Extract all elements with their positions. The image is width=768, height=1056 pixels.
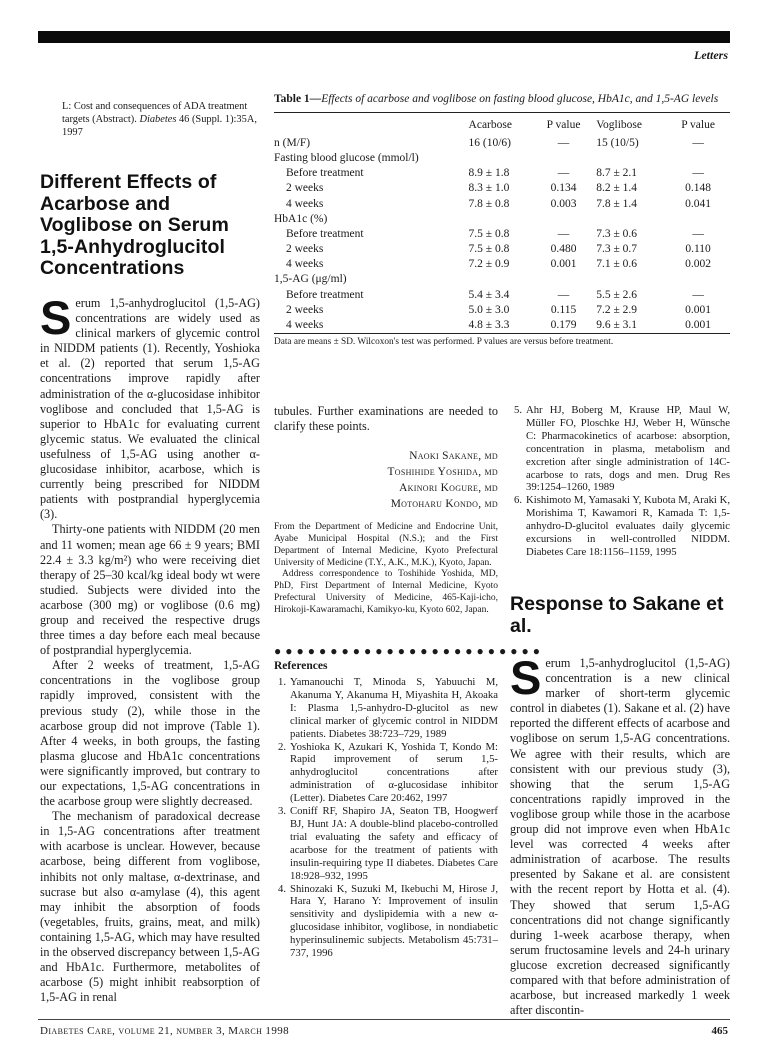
correspondence: Address correspondence to Toshihide Yoshida, MD, PhD, First Department of Internal Medicine, Kyoto Prefectural University of Medicine, 465-Kaji-icho, Hirokoji-Kawaramachi, Kamikyo-ku, Kyoto 602, Japan. bbox=[274, 569, 498, 615]
table-caption: Table 1—Effects of acarbose and voglibose on fasting blood glucose, HbA1c, and 1,5-AG levels bbox=[274, 93, 719, 105]
article-paragraph: The mechanism of paradoxical decrease in 1,5-AG concentrations after treatment with acarbose is unclear. However, because acarbose, being different from voglibose, inhibits not only maltase, α-dextrinase, and sucrase but also α-amylase (4), this agent may inhibit the absorption of foods (vegetables, fruits, grains, meat, and milk) containing 1,5-AG, which may have resulted in the observed discrepancy between 1,5-AG and HbA1c. Furthermore, metabolites of acarbose (5) might inhibit reabsorption of 1,5-AG in renal bbox=[40, 809, 260, 1005]
table-cell: 8.3 ± 1.0 bbox=[468, 182, 510, 195]
table-cell: 5.4 ± 3.4 bbox=[468, 288, 510, 301]
table-cell bbox=[534, 272, 593, 287]
author-list bbox=[274, 448, 498, 512]
reference-text: Yamanouchi T, Minoda S, Yabuuchi M, Akanuma Y, Akanuma H, Miyashita H, Akoaka I: Plasma 1,5-anhydro-D-glucitol as new clinical marker of glycemic control in NIDDM patients. Diabetes 38:723–729, 1989 bbox=[290, 676, 498, 740]
footer-rule bbox=[38, 1019, 730, 1020]
response-title: Response to Sakane et al. bbox=[510, 593, 724, 637]
table-cell: 2 weeks bbox=[286, 243, 324, 256]
table-row bbox=[274, 226, 730, 241]
table-cell: 8.7 ± 2.1 bbox=[596, 167, 637, 180]
journal-citation: Diabetes Care, volume 21, number 3, March 1998 bbox=[40, 1025, 290, 1037]
table-cell bbox=[666, 211, 730, 226]
table-cell: 4 weeks bbox=[286, 319, 324, 332]
author-name: Akinori Kogure, md bbox=[399, 482, 498, 495]
article-paragraph: Thirty-one patients with NIDDM (20 men and 11 women; mean age 66 ± 9 years; BMI 22.4 ± 3.3 kg/m²) who were receiving diet therapy of 25–30 kcal/kg ideal body wt were studied. Subjects were divided into the acarbose (300 mg) or voglibose (0.6 mg) group and received the respective drugs three times a day before each meal because of postprandial hyperglycemia. bbox=[40, 522, 260, 658]
table-row bbox=[274, 166, 730, 181]
drop-cap: S bbox=[40, 291, 72, 344]
table-header-cell: Voglibose bbox=[596, 118, 642, 131]
table-cell: 7.2 ± 0.9 bbox=[468, 258, 510, 271]
table-row bbox=[274, 196, 730, 211]
previous-reference bbox=[62, 100, 258, 139]
table-row bbox=[274, 317, 730, 332]
reference-text: Kishimoto M, Yamasaki Y, Kubota M, Araki K, Morishima T, Kawamori R, Kamada T: 1,5-anhydro-D-glucitol evaluates daily glycemic excursions in well-controlled NIDDM. Diabetes Care 18:1156–1159, 1995 bbox=[526, 494, 730, 558]
references-column-3 bbox=[510, 404, 730, 559]
table-row bbox=[274, 181, 730, 196]
affiliation: From the Department of Medicine and Endocrine Unit, Ayabe Municipal Hospital (N.S.); and the First Department of Internal Medicine, Kyoto Prefectural University of Medicine (T.Y., A.K., M.K.), Kyoto, Japan. bbox=[274, 522, 498, 568]
table-cell: — bbox=[692, 288, 704, 301]
table-header-row bbox=[274, 113, 730, 135]
table-header-cell bbox=[274, 113, 466, 135]
reference-item bbox=[510, 494, 730, 559]
table-row bbox=[274, 242, 730, 257]
references-column-2 bbox=[274, 676, 498, 960]
table-cell: 2 weeks bbox=[286, 303, 324, 316]
table-cell: 0.480 bbox=[550, 243, 577, 256]
reference-text: Shinozaki K, Suzuki M, Ikebuchi M, Hirose J, Hara Y, Harano Y: Improvement of insulin sensitivity and dyslipidemia with a new α-glucosidase inhibitor, voglibose, in nondiabetic hyperinsulinemic subjects. Metabolism 45:731–737, 1996 bbox=[290, 882, 498, 960]
table-row bbox=[274, 272, 730, 287]
table-cell: 4.8 ± 3.3 bbox=[468, 319, 510, 332]
section-divider-dots: ●●●●●●●●●●●●●●●●●●●●●●●● bbox=[274, 644, 544, 658]
table-cell: 0.001 bbox=[685, 303, 711, 316]
table-cell bbox=[466, 211, 534, 226]
article-paragraph: Serum 1,5-anhydroglucitol (1,5-AG) concentrations are widely used as clinical markers of glycemic control in NIDDM patients (1). Recently, Yoshioka et al. (2) reported that serum 1,5-AG concentrations improve rapidly after administration of the α-glucosidase inhibitor voglibose and concluded that 1,5-AG is superior to HbA1c for evaluating current glycemic status. We evaluated the clinical usefulness of 1,5-AG using another α-glucosidase inhibitor, acarbose, which is currently being prescribed for NIDDM patients with postprandial hyperglycemia (3). bbox=[40, 291, 260, 522]
table-row bbox=[274, 150, 730, 165]
table-1 bbox=[274, 92, 730, 348]
table-row bbox=[274, 257, 730, 272]
article-title: Different Effects of Acarbose and Voglibose on Serum 1,5-Anhydroglucitol Concentrations bbox=[40, 171, 229, 279]
table-cell: Fasting blood glucose (mmol/l) bbox=[274, 151, 419, 164]
reference-text: Coniff RF, Shapiro JA, Seaton TB, Hoogwerf BJ, Hunt JA: A double-blind placebo-controlled trial evaluating the safety and efficacy of acarbose for the treatment of patients with insulin-requiring type II diabetes. Diabetes Care 18:928–932, 1995 bbox=[290, 805, 498, 882]
table-cell: — bbox=[692, 227, 704, 240]
table-cell: Before treatment bbox=[286, 167, 364, 180]
table-cell bbox=[534, 150, 593, 165]
reference-item bbox=[274, 676, 498, 741]
table-cell bbox=[534, 211, 593, 226]
table-header-cell: Acarbose bbox=[468, 118, 512, 131]
table-cell: 0.041 bbox=[685, 197, 711, 210]
table-cell bbox=[466, 272, 534, 287]
table-cell: n (M/F) bbox=[274, 136, 311, 149]
reference-item bbox=[274, 741, 498, 806]
table-cell: Before treatment bbox=[286, 288, 364, 301]
page-number: 465 bbox=[711, 1025, 728, 1037]
table-header-cell: P value bbox=[546, 118, 581, 131]
table-cell bbox=[666, 150, 730, 165]
article-paragraph: After 2 weeks of treatment, 1,5-AG concentrations in the voglibose group rapidly improved, consistent with the previous study (2), while those in the acarbose group did not improve (Table 1). After 4 weeks, in both groups, the fasting plasma glucose and HbA1c concentrations were significantly improved, but contrary to our expectations, 1,5-AG concentrations in the acarbose group were slightly decreased. bbox=[40, 658, 260, 809]
author-name: Naoki Sakane, md bbox=[409, 450, 498, 463]
table-cell bbox=[593, 150, 666, 165]
table-cell: 7.3 ± 0.7 bbox=[596, 243, 637, 256]
table-cell bbox=[593, 211, 666, 226]
table-cell: 4 weeks bbox=[286, 197, 324, 210]
header-bar bbox=[38, 31, 730, 43]
table-cell: — bbox=[557, 136, 570, 149]
table-cell bbox=[593, 272, 666, 287]
table-header-cell: P value bbox=[681, 118, 715, 131]
table-row bbox=[274, 302, 730, 317]
table-row bbox=[274, 135, 730, 150]
table-cell: 15 (10/5) bbox=[596, 136, 639, 149]
reference-item bbox=[274, 805, 498, 882]
table-cell: 0.179 bbox=[550, 319, 577, 332]
table-cell: 16 (10/6) bbox=[468, 136, 512, 149]
table-cell bbox=[666, 272, 730, 287]
table-cell: 7.3 ± 0.6 bbox=[596, 227, 637, 240]
table-cell: 7.8 ± 0.8 bbox=[468, 197, 510, 210]
table-cell: 1,5-AG (μg/ml) bbox=[274, 273, 347, 286]
table-cell: — bbox=[557, 167, 570, 180]
table-cell: 0.148 bbox=[685, 182, 711, 195]
table-cell: 0.110 bbox=[685, 243, 711, 256]
drop-cap: S bbox=[510, 651, 542, 704]
reference-number: 1. bbox=[278, 676, 287, 688]
table-cell: 7.5 ± 0.8 bbox=[468, 243, 510, 256]
table-cell: — bbox=[692, 167, 704, 180]
reference-number: 6. bbox=[514, 494, 523, 507]
reference-text: Yoshioka K, Azukari K, Yoshida T, Kondo M: Rapid improvement of serum 1,5-anhydroglucitol concentrations after administration of α-glucosidase inhibitor (Letter). Diabetes Care 20:462, 1997 bbox=[290, 740, 498, 805]
table-cell: 0.134 bbox=[550, 182, 577, 195]
table-cell: 7.8 ± 1.4 bbox=[596, 197, 637, 210]
table-cell: 0.001 bbox=[550, 258, 577, 271]
table-cell: 0.002 bbox=[685, 258, 711, 271]
reference-item bbox=[510, 404, 730, 494]
table-cell: 0.003 bbox=[550, 197, 577, 210]
table-cell: 8.2 ± 1.4 bbox=[596, 182, 637, 195]
section-label: Letters bbox=[694, 48, 728, 62]
reference-number: 4. bbox=[278, 882, 287, 895]
table-cell: HbA1c (%) bbox=[274, 212, 328, 225]
table-cell: Before treatment bbox=[286, 227, 364, 240]
article-paragraph: tubules. Further examinations are needed to clarify these points. bbox=[274, 404, 498, 434]
table-cell: 4 weeks bbox=[286, 258, 324, 271]
table-row bbox=[274, 211, 730, 226]
previous-reference-text: L: Cost and consequences of ADA treatment targets (Abstract). Diabetes 46 (Suppl. 1):35A, 1997 bbox=[62, 101, 257, 138]
table-cell: 5.5 ± 2.6 bbox=[596, 288, 637, 301]
table-cell: — bbox=[557, 227, 570, 240]
table-cell: 8.9 ± 1.8 bbox=[468, 167, 510, 180]
reference-number: 2. bbox=[278, 740, 287, 753]
reference-number: 5. bbox=[514, 404, 523, 416]
references-heading: References bbox=[274, 660, 328, 672]
table-cell: 9.6 ± 3.1 bbox=[596, 319, 637, 332]
reference-text: Ahr HJ, Boberg M, Krause HP, Maul W, Müller FO, Ploschke HJ, Weber H, Wünsche C: Pharmacokinetics of acarbose: absorption, concentration in plasma, metabolism and excretion after single administration of 14C-acarbose to rats, dogs and men. Drug Res 39:1254–1260, 1989 bbox=[526, 404, 730, 494]
table-cell: 0.001 bbox=[685, 319, 711, 332]
reference-number: 3. bbox=[278, 805, 287, 818]
table-cell: 7.2 ± 2.9 bbox=[596, 303, 637, 316]
table-cell: — bbox=[557, 288, 570, 301]
article-column-2 bbox=[274, 404, 498, 617]
table-cell: — bbox=[692, 136, 704, 149]
table-footnote: Data are means ± SD. Wilcoxon's test was performed. P values are versus before treatment. bbox=[274, 336, 614, 347]
table-cell: 5.0 ± 3.0 bbox=[468, 303, 510, 316]
author-name: Toshihide Yoshida, md bbox=[387, 466, 498, 479]
table-cell: 7.1 ± 0.6 bbox=[596, 258, 637, 271]
table-cell: 2 weeks bbox=[286, 182, 324, 195]
table-row bbox=[274, 287, 730, 302]
article-column-1 bbox=[40, 291, 260, 1005]
results-table bbox=[274, 113, 730, 333]
table-cell: 7.5 ± 0.8 bbox=[468, 227, 510, 240]
author-name: Motoharu Kondo, md bbox=[390, 498, 498, 511]
response-column bbox=[510, 651, 730, 1018]
reference-item bbox=[274, 883, 498, 960]
table-cell bbox=[466, 150, 534, 165]
table-cell: 0.115 bbox=[550, 303, 577, 316]
response-paragraph: Serum 1,5-anhydroglucitol (1,5-AG) concentration is a new clinical marker of short-term glycemic control in diabetes (1). Sakane et al. (2) have reported the different effects of acarbose and voglibose on serum 1,5-AG concentrations. We agree with their results, which are consistent with our previous study (3), showing that the serum 1,5-AG concentrations rapidly improved in the voglibose group while those in the acarbose group did not improve even when HbA1c level was corrected 4 weeks after administration of acarbose. The results presented by Sakane et al. are consistent with the recent report by Hotta et al. (4). They showed that serum 1,5-AG concentrations did not change significantly during 1-week acarbose therapy, when serum fructosamine levels and 24-h urinary glucose excretion decreased significantly compared with that before administration of acarbose, but increased markedly 1 week after discontin- bbox=[510, 651, 730, 1018]
